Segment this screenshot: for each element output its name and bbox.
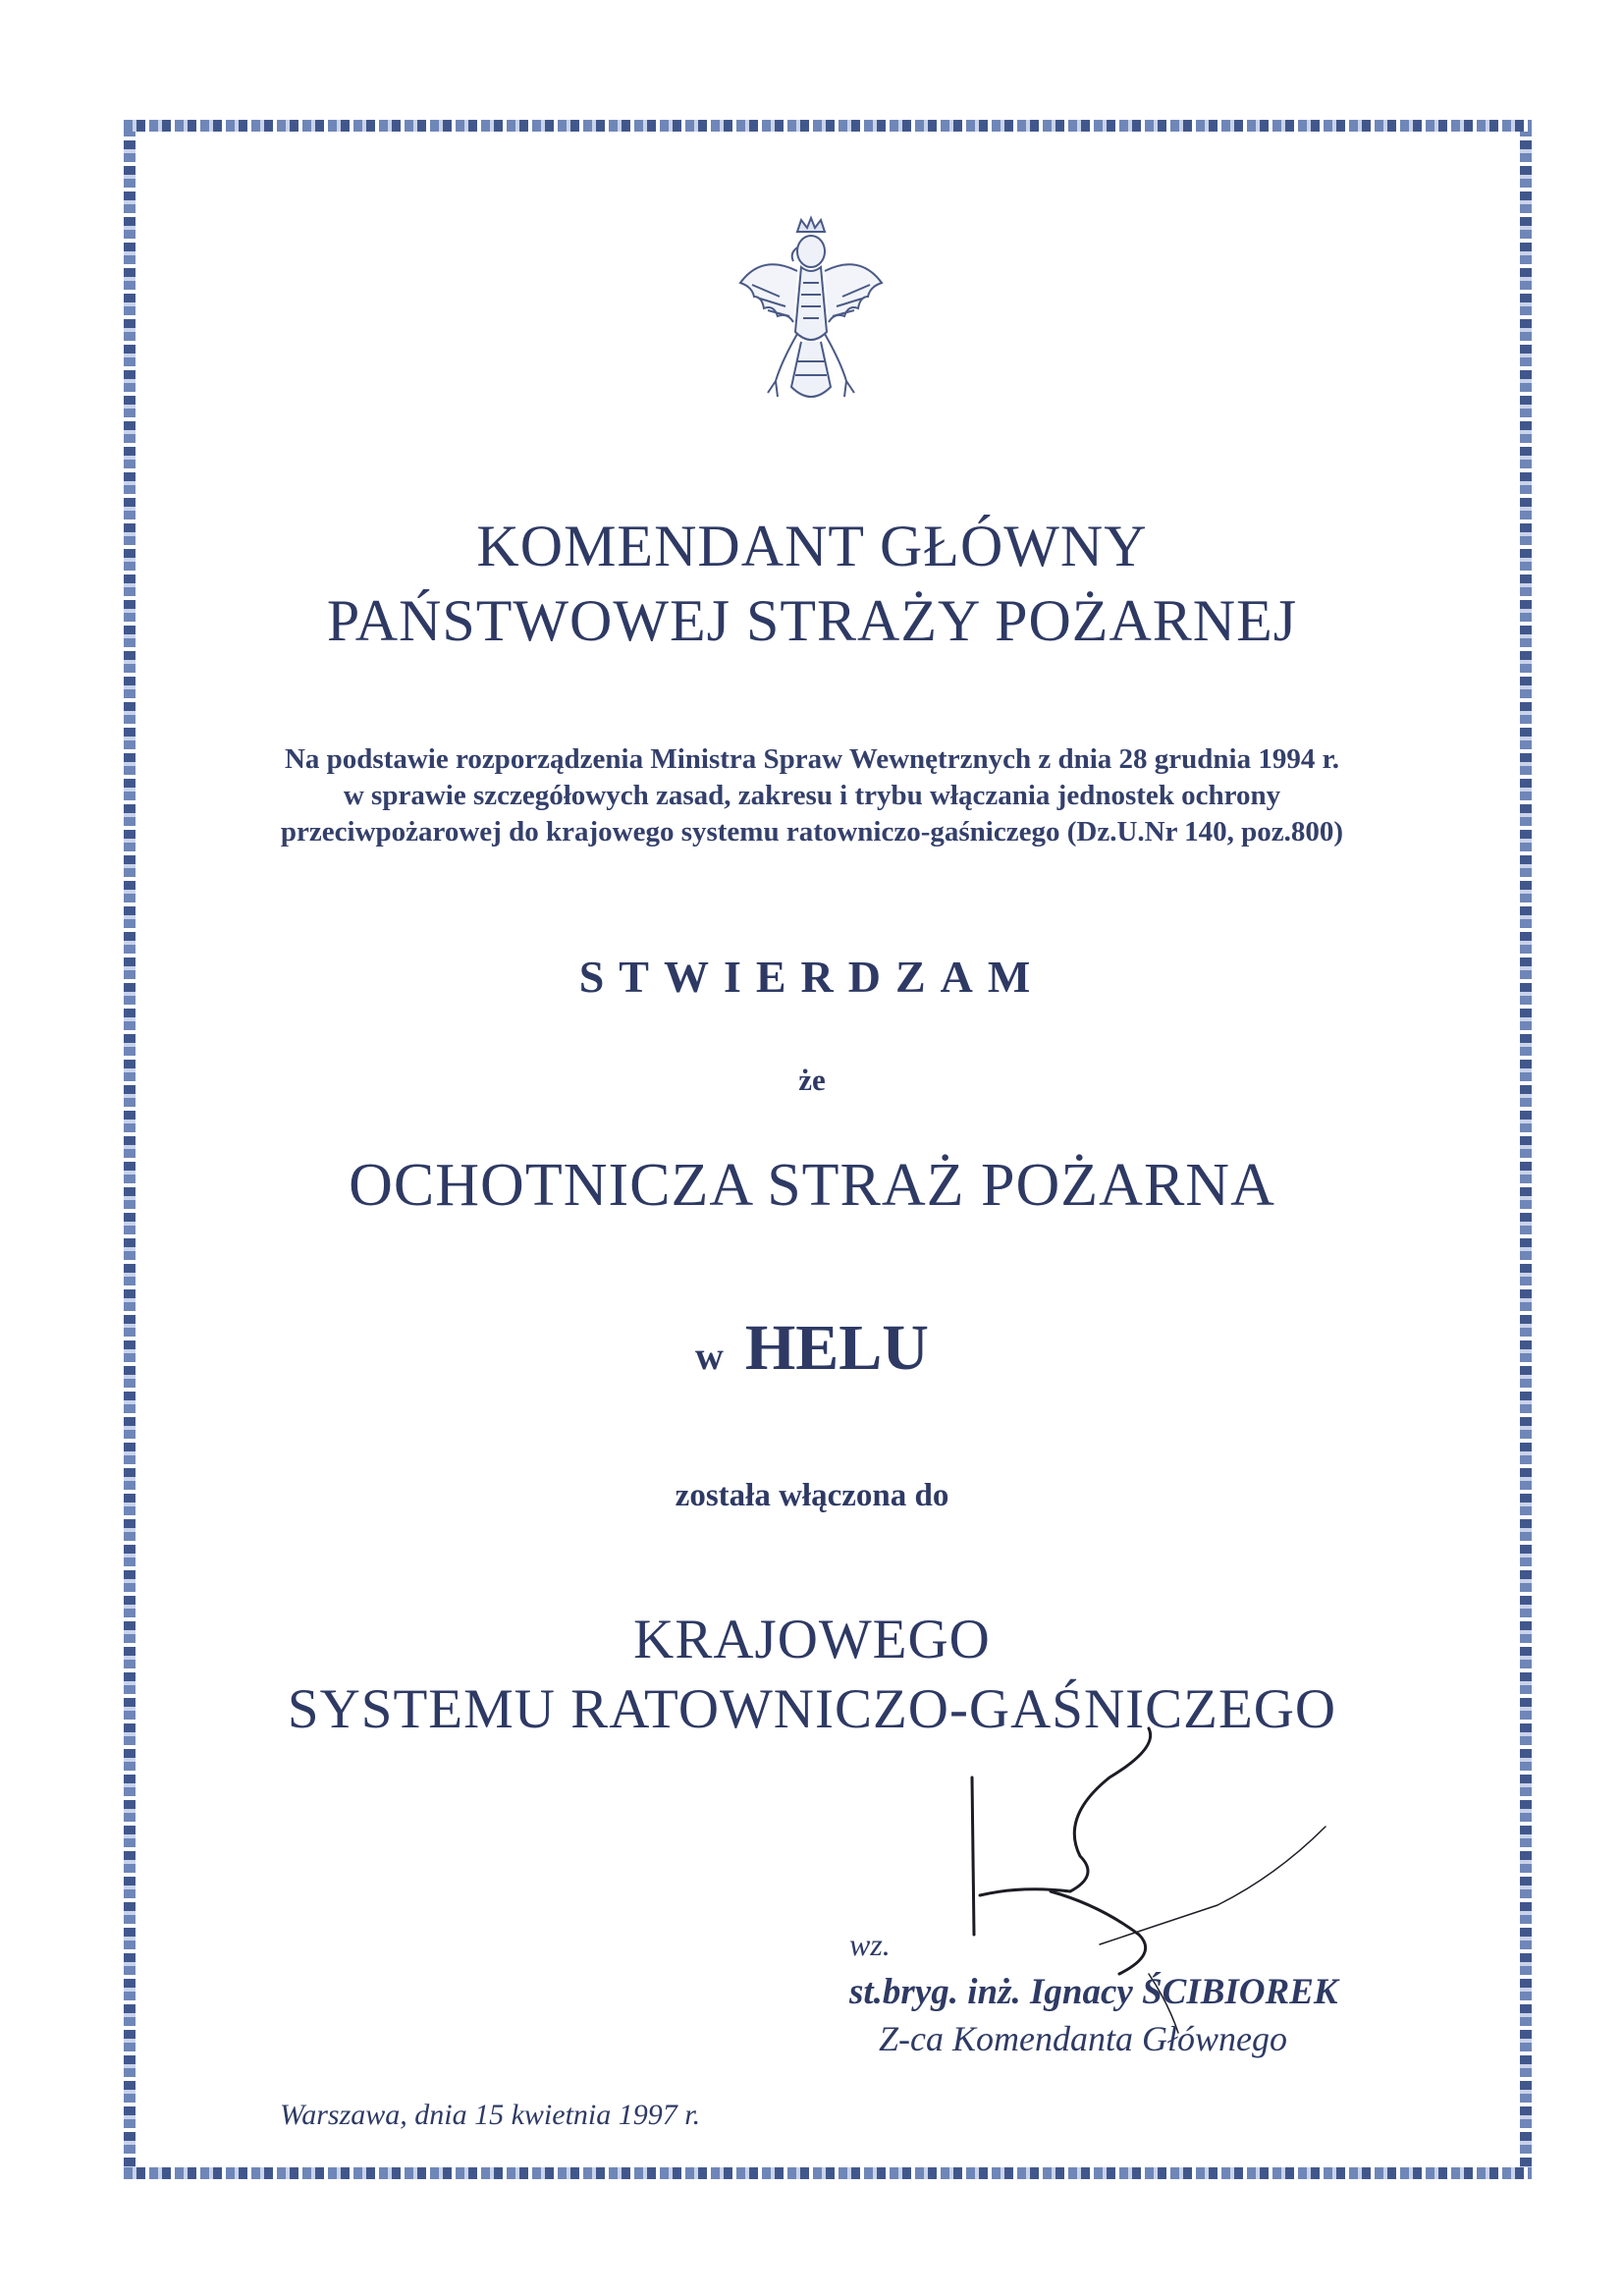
polish-eagle-emblem-icon bbox=[732, 214, 890, 410]
legal-basis bbox=[110, 741, 1514, 850]
inclusion-statement: została włączona do bbox=[675, 1478, 949, 1513]
legal-basis-line3: przeciwpożarowej do krajowego systemu ratowniczo-gaśniczego (Dz.U.Nr 140, poz.800) bbox=[280, 816, 1344, 847]
signature-prefix: wz. bbox=[849, 1927, 891, 1962]
system-name-line1: KRAJOWEGO bbox=[633, 1609, 991, 1670]
location-prefix: w bbox=[695, 1334, 724, 1378]
signer-role: Z-ca Komendanta Głównego bbox=[879, 2019, 1287, 2058]
legal-basis-line1: Na podstawie rozporządzenia Ministra Spraw Wewnętrznych z dnia 28 grudnia 1994 r. bbox=[284, 743, 1340, 775]
issuer-title-line2: PAŃSTWOWEJ STRAŻY POŻARNEJ bbox=[326, 588, 1298, 653]
unit-location bbox=[110, 1311, 1514, 1386]
location-name: HELU bbox=[744, 1312, 929, 1384]
signer-name: st.bryg. inż. Ignacy ŚCIBIOREK bbox=[849, 1972, 1338, 2012]
declaration-heading: STWIERDZAM bbox=[578, 952, 1046, 1002]
declaration-conjunction: że bbox=[798, 1063, 826, 1097]
unit-name: OCHOTNICZA STRAŻ POŻARNA bbox=[349, 1152, 1275, 1219]
legal-basis-line2: w sprawie szczegółowych zasad, zakresu i trybu włączania jednostek ochrony bbox=[343, 780, 1281, 811]
issue-date: Warszawa, dnia 15 kwietnia 1997 r. bbox=[280, 2099, 701, 2131]
issuer-title bbox=[110, 509, 1514, 658]
issuer-title-line1: KOMENDANT GŁÓWNY bbox=[476, 514, 1148, 578]
system-name-line2: SYSTEMU RATOWNICZO-GAŚNICZEGO bbox=[287, 1678, 1337, 1740]
